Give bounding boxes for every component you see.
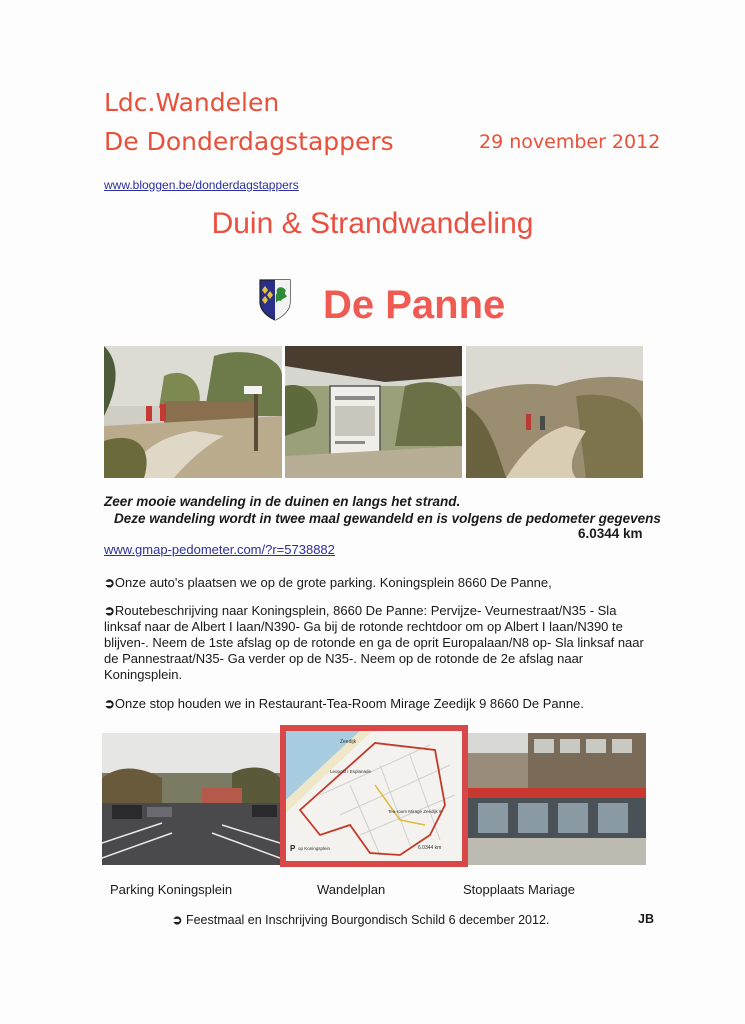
arrow-icon: ➲	[172, 913, 183, 927]
stop-text: Onze stop houden we in Restaurant-Tea-Room Mirage Zeedijk 9 8660 De Panne.	[114, 696, 584, 711]
intro-distance: 6.0344 km	[578, 526, 643, 541]
blog-link[interactable]: www.bloggen.be/donderdagstappers	[104, 178, 299, 192]
intro-line-1: Zeer mooie wandeling in de duinen en langs het strand.	[104, 494, 461, 509]
photo-dune-path	[104, 346, 282, 478]
caption-parking: Parking Koningsplein	[110, 882, 233, 897]
arrow-icon: ➲	[104, 696, 115, 711]
club-subtitle: De Donderdagstappers	[104, 127, 394, 156]
stop-paragraph	[104, 696, 649, 712]
footer-note	[172, 912, 549, 927]
footer-text: Feestmaal en Inschrijving Bourgondisch Schild 6 december 2012.	[185, 913, 550, 927]
photo-info-board	[285, 346, 462, 478]
map-label-distance: 6.0344 km	[418, 845, 442, 851]
map-label-zeedijk: Zeedijk	[340, 739, 357, 745]
club-name: Ldc.Wandelen	[104, 88, 280, 117]
author-initials: JB	[638, 912, 654, 926]
town-name: De Panne	[323, 283, 506, 327]
photo-tearoom	[468, 733, 646, 865]
parking-text: Onze auto's plaatsen we op de grote parking. Koningsplein 8660 De Panne,	[114, 575, 552, 590]
document-date: 29 november 2012	[479, 131, 661, 153]
route-text: Routebeschrijving naar Koningsplein, 8660 De Panne: Pervijze- Veurnestraat/N35 - Sla linksaf naar de Albert I laan/N390- Ga bij de rotonde rechtdoor om op Albert I laan/N390 te blijven-. Neem de 1ste afslag op de rotonde en ga de oprit Europalaan/N8 op- Sla linksaf naar de Pannestraat/N35- Ga verder op de N35-. Neem op de rotonde de 2e afslag naar Koningsplein.	[104, 603, 644, 682]
coat-of-arms-icon	[258, 278, 292, 322]
intro-line-2: Deze wandeling wordt in twee maal gewandeld en is volgens de pedometer gegevens	[114, 511, 661, 526]
map-label-koningsplein: op Koningsplein	[298, 846, 331, 851]
map-label-leopold: Leopold I Esplanade	[330, 769, 372, 774]
parking-paragraph	[104, 575, 649, 591]
route-paragraph	[104, 603, 649, 683]
gmap-pedometer-link[interactable]: www.gmap-pedometer.com/?r=5738882	[104, 542, 335, 557]
caption-map: Wandelplan	[317, 882, 386, 897]
arrow-icon: ➲	[104, 603, 115, 618]
arrow-icon: ➲	[104, 575, 115, 590]
photo-dunes	[466, 346, 643, 478]
caption-stop: Stopplaats Mariage	[463, 882, 576, 897]
photo-parking	[102, 733, 280, 865]
walk-title: Duin & Strandwandeling	[211, 207, 534, 240]
map-parking-letter: P	[290, 844, 296, 853]
photo-route-map	[280, 725, 468, 867]
map-label-tearoom: Tea-room Mirage Zeedijk 9	[388, 809, 442, 814]
